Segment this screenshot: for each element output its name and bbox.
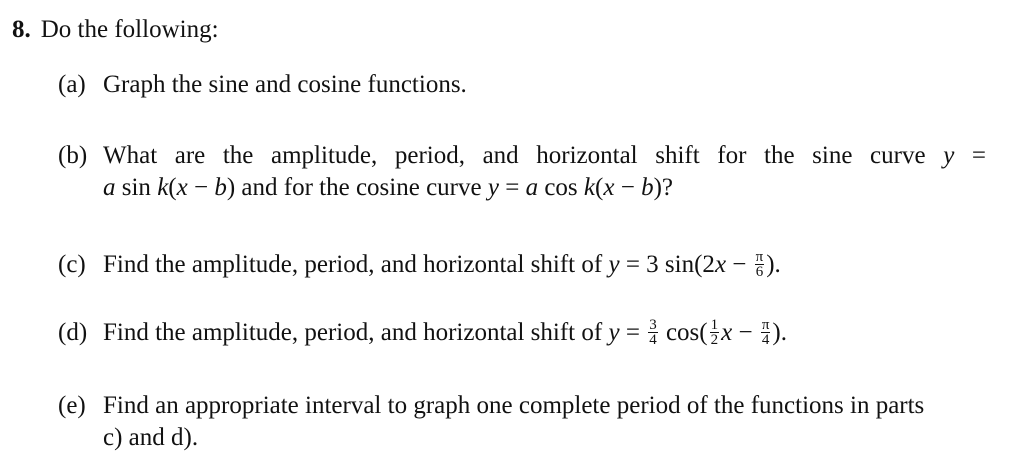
pi-over-four-fraction: [761, 318, 771, 347]
part-d-cos-fn: cos(: [659, 319, 708, 346]
part-d: [58, 317, 986, 349]
cosine-fn: cos: [538, 174, 584, 201]
part-b-mid-text: and for the cosine curve: [235, 174, 488, 201]
part-e-line-2: c) and d).: [103, 424, 199, 451]
cosine-close-paren: )?: [653, 174, 673, 201]
sine-fn: sin: [115, 174, 158, 201]
sine-b-var: b: [214, 174, 227, 201]
sine-close-paren: ): [226, 174, 236, 201]
part-e-line-1: Find an appropriate interval to graph one complete period of the functions in parts: [103, 392, 925, 419]
part-b-label: (b): [58, 142, 88, 169]
part-c: [58, 249, 986, 281]
cosine-eq-sign: =: [498, 174, 526, 201]
part-e: [58, 390, 986, 454]
part-c-text: Find the amplitude, period, and horizontal shift of: [103, 251, 609, 278]
part-c-x-var: x: [714, 251, 727, 278]
fraction-denominator: 4: [649, 331, 657, 348]
part-d-eq-end: ).: [772, 319, 787, 346]
part-e-label: (e): [58, 392, 86, 419]
fraction-numerator: π: [761, 316, 770, 333]
fraction-denominator: 2: [710, 331, 719, 348]
problem-instruction: Do the following:: [40, 16, 219, 43]
fraction-numerator: π: [755, 248, 764, 265]
part-c-minus: −: [726, 251, 753, 278]
sine-x-var: x: [176, 174, 188, 201]
part-b-line-2: [103, 172, 986, 204]
part-b-line-1: [103, 140, 986, 172]
part-a: [58, 69, 986, 101]
part-c-eq-rest: = 3 sin(2: [619, 251, 715, 278]
part-b-eq-sign: =: [971, 142, 987, 169]
cosine-amplitude-var: a: [525, 174, 539, 201]
part-d-eq-sign: =: [619, 319, 647, 346]
part-b: [58, 140, 986, 204]
sine-minus: −: [187, 174, 215, 201]
sine-open-paren: (: [168, 174, 177, 201]
part-d-minus: −: [732, 319, 759, 346]
part-b-eq-var: y: [943, 142, 955, 169]
part-c-label: (c): [58, 251, 86, 278]
part-d-label: (d): [58, 319, 88, 346]
part-d-x-var: x: [721, 319, 733, 346]
part-c-eq-end: ).: [766, 251, 781, 278]
cosine-open-paren: (: [595, 174, 604, 201]
part-d-text: Find the amplitude, period, and horizontal shift of: [103, 319, 609, 346]
problem-number: 8.: [12, 16, 31, 43]
part-c-y-var: y: [608, 251, 620, 278]
three-quarters-fraction: [648, 318, 658, 347]
fraction-numerator: 1: [710, 316, 719, 333]
part-d-y-var: y: [608, 319, 620, 346]
sine-k-var: k: [157, 174, 169, 201]
pi-over-six-fraction: [755, 250, 765, 279]
part-a-text: Graph the sine and cosine functions.: [103, 71, 467, 98]
part-b-question-text: What are the amplitude, period, and horizontal shift for the sine curve: [103, 142, 926, 169]
sine-amplitude-var: a: [103, 174, 116, 201]
one-half-fraction: [710, 318, 720, 347]
problem-heading: [12, 14, 219, 46]
cosine-k-var: k: [583, 174, 596, 201]
fraction-denominator: 6: [755, 263, 764, 280]
fraction-numerator: 3: [649, 316, 657, 333]
fraction-denominator: 4: [761, 331, 770, 348]
cosine-minus: −: [614, 174, 642, 201]
part-a-label: (a): [58, 71, 86, 98]
cosine-b-var: b: [641, 174, 654, 201]
cosine-y-var: y: [487, 174, 499, 201]
cosine-x-var: x: [603, 174, 615, 201]
